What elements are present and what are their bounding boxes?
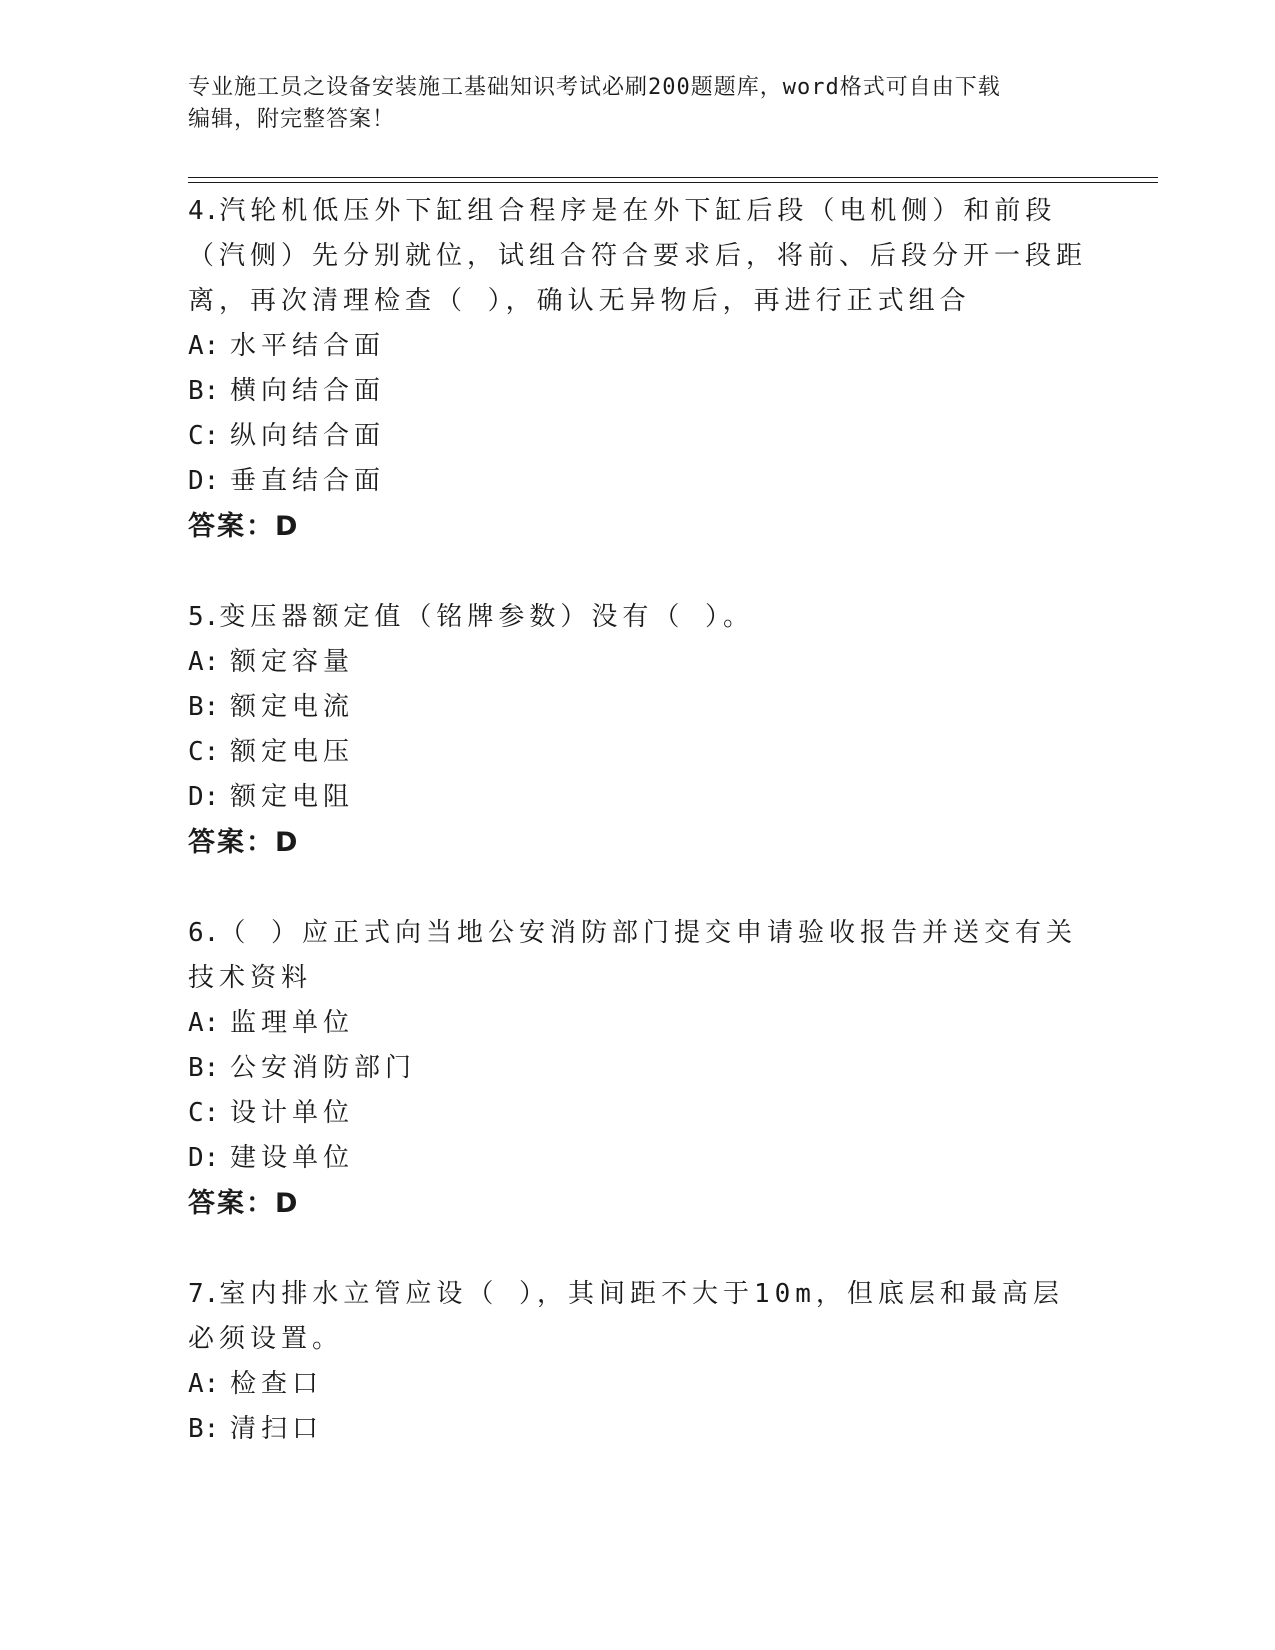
question-stem	[188, 595, 1088, 640]
question-text: 室内排水立管应设（ ），其间距不大于10m，但底层和最高层必须设置。	[188, 1279, 1064, 1354]
option-key: C:	[188, 737, 220, 767]
option-text: 额定容量	[230, 647, 355, 677]
question-6	[188, 911, 1088, 1226]
option-text: 设计单位	[230, 1098, 355, 1128]
option-a	[188, 1362, 1088, 1407]
option-key: D:	[188, 782, 220, 812]
option-text: 额定电压	[230, 737, 355, 767]
option-text: 横向结合面	[230, 376, 386, 406]
option-key: A:	[188, 647, 220, 677]
question-number: 4.	[188, 196, 220, 226]
answer-line: 答案：D	[188, 1188, 300, 1219]
answer-line: 答案：D	[188, 827, 300, 858]
option-c	[188, 730, 1088, 775]
option-d	[188, 459, 1088, 504]
option-key: D:	[188, 466, 220, 496]
option-text: 公安消防部门	[230, 1053, 417, 1083]
question-list	[188, 189, 1088, 1498]
option-text: 额定电阻	[230, 782, 355, 812]
header-subtitle-line: 编辑，附完整答案！	[188, 107, 396, 132]
question-number: 7.	[188, 1279, 220, 1309]
question-number: 6.	[188, 918, 220, 948]
header-title-line: 专业施工员之设备安装施工基础知识考试必刷200题题库，word格式可自由下载	[188, 75, 1001, 100]
option-key: D:	[188, 1143, 220, 1173]
option-key: A:	[188, 1369, 220, 1399]
question-text: 变压器额定值（铭牌参数）没有（ ）。	[219, 602, 754, 632]
option-a	[188, 1001, 1088, 1046]
question-5	[188, 595, 1088, 865]
option-text: 监理单位	[230, 1008, 355, 1038]
option-text: 建设单位	[230, 1143, 355, 1173]
option-text: 额定电流	[230, 692, 355, 722]
question-number: 5.	[188, 602, 220, 632]
option-text: 检查口	[230, 1369, 324, 1399]
question-stem	[188, 1272, 1088, 1362]
option-a	[188, 640, 1088, 685]
option-key: C:	[188, 421, 220, 451]
option-d	[188, 1136, 1088, 1181]
option-b	[188, 369, 1088, 414]
option-text: 纵向结合面	[230, 421, 386, 451]
question-text: （ ）应正式向当地公安消防部门提交申请验收报告并送交有关技术资料	[188, 918, 1077, 993]
option-c	[188, 414, 1088, 459]
question-7	[188, 1272, 1088, 1452]
option-b	[188, 1046, 1088, 1091]
header-divider-bottom	[188, 182, 1158, 183]
option-key: A:	[188, 331, 220, 361]
option-key: C:	[188, 1098, 220, 1128]
answer-line: 答案：D	[188, 511, 300, 542]
question-stem	[188, 189, 1088, 324]
option-key: B:	[188, 376, 220, 406]
option-c	[188, 1091, 1088, 1136]
question-stem	[188, 911, 1088, 1001]
option-key: B:	[188, 692, 220, 722]
option-a	[188, 324, 1088, 369]
option-key: B:	[188, 1414, 220, 1444]
option-text: 水平结合面	[230, 331, 386, 361]
document-header	[188, 72, 1088, 136]
option-text: 垂直结合面	[230, 466, 386, 496]
option-b	[188, 685, 1088, 730]
question-text: 汽轮机低压外下缸组合程序是在外下缸后段（电机侧）和前段（汽侧）先分别就位，试组合符合要求后，将前、后段分开一段距离，再次清理检查（ ），确认无异物后，再进行正式组合	[188, 196, 1088, 316]
option-d	[188, 775, 1088, 820]
header-divider-top	[188, 177, 1158, 178]
option-key: B:	[188, 1053, 220, 1083]
option-text: 清扫口	[230, 1414, 324, 1444]
question-4	[188, 189, 1088, 549]
option-key: A:	[188, 1008, 220, 1038]
option-b	[188, 1407, 1088, 1452]
